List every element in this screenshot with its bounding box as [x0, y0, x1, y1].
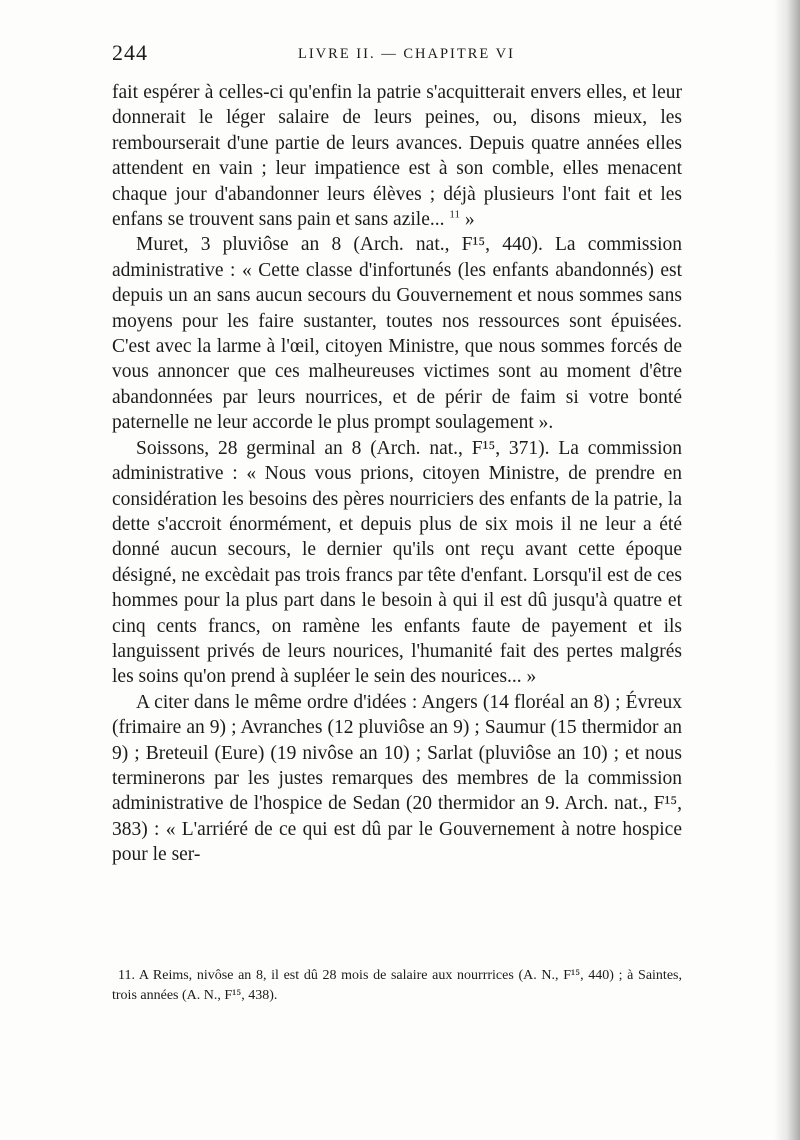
paragraph-text: fait espérer à celles-ci qu'enfin la patrie s'acquitterait envers elles, et leur donnerait le léger salaire de leurs peines, ou, disons mieux, les rembourserait d'une partie de leurs avances. Depuis quatre années elles attendent en vain ; leur impatience est à son comble, elles menacent chaque jour d'abandonner leurs élèves ; déjà plusieurs l'ont fait et les enfans se trouvent sans pain et sans azile...	[112, 82, 682, 231]
page-edge-shadow	[774, 0, 800, 1140]
body-text	[112, 80, 682, 868]
running-head: LIVRE II. — CHAPITRE VI	[298, 46, 515, 62]
footnote-ref: 11	[449, 208, 460, 221]
footnote-11: 11. A Reims, nivôse an 8, il est dû 28 mois de salaire aux nourrrices (A. N., F¹⁵, 440) ; à Saintes, trois années (A. N., F¹⁵, 438).	[112, 968, 682, 1003]
footnotes	[112, 966, 682, 1006]
page-number: 244	[112, 40, 148, 65]
closing-quote: »	[464, 209, 475, 231]
page-header	[112, 40, 682, 70]
paragraph-citations: A citer dans le même ordre d'idées : Angers (14 floréal an 8) ; Évreux (frimaire an 9) ; Avranches (12 pluviôse an 9) ; Saumur (15 thermidor an 9) ; Breteuil (Eure) (19 nivôse an 10) ; Sarlat (pluviôse an 10) ; et nous terminerons par les justes remarques des membres de la commission administrative de l'hospice de Sedan (20 thermidor an 9. Arch. nat., F¹⁵, 383) : « L'arriéré de ce qui est dû par le Gouvernement à notre hospice pour le ser-	[112, 691, 682, 866]
paragraph-continuation	[112, 80, 682, 232]
paragraph-muret: Muret, 3 pluviôse an 8 (Arch. nat., F¹⁵, 440). La commission administrative : « Cette classe d'infortunés (les enfants abandonnés) est depuis un an sans aucun secours du Gouvernement et nous sommes sans moyens pour les faire sustanter, toutes nos ressources sont épuisées. C'est avec la larme à l'œil, citoyen Ministre, que nous sommes forcés de vous annoncer que ces malheureuses victimes sont au moment d'être abandonnées par leurs nourrices, et de périr de faim si votre bonté paternelle ne leur accorde le plus prompt soulagement ».	[112, 234, 682, 434]
paragraph-soissons: Soissons, 28 germinal an 8 (Arch. nat., F¹⁵, 371). La commission administrative : « Nous vous prions, citoyen Ministre, de prendre en considération les besoins des pères nourriciers des enfants de la patrie, la dette s'accroit énormément, et depuis plus de six mois il ne leur a été donné aucun secours, le dernier qu'ils ont reçu avant cette époque désigné, ne excèdait pas trois francs par tête d'enfant. Lorsqu'il est de ces hommes pour la plus part dans le besoin à qui il est dû jusqu'à quatre et cinq cents francs, on ramène les enfants faute de payement et ils languissent privés de leurs nourices, l'humanité fait des pertes malgrés les soins qu'on prend à supléer le sein des nourices... »	[112, 437, 682, 688]
